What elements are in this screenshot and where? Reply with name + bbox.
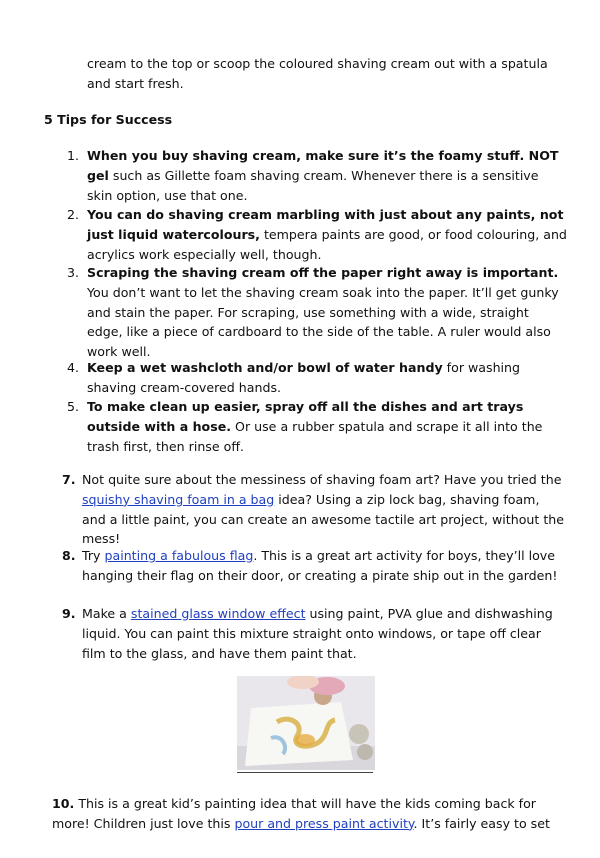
idea-item-10 (44, 794, 574, 834)
tip-bold-text: When you buy shaving cream, make sure it’s the foamy stuff. NOT gel (87, 148, 559, 183)
tip-bold-text: Scraping the shaving cream off the paper right away is important. (87, 265, 559, 280)
intro-line-2: and start fresh. (87, 75, 184, 91)
tip-text: for washing shaving cream-covered hands. (87, 360, 521, 395)
tip-item-1 (67, 146, 567, 205)
pour-press-link[interactable]: pour and press paint activity (234, 815, 414, 831)
idea-text-post: . It’s fairly easy to set (413, 815, 550, 831)
tip-bold-text: Keep a wet washcloth and/or bowl of water handy (87, 360, 443, 375)
tip-bold-text: To make clean up easier, spray off all the dishes and art trays outside with a hose. (87, 399, 524, 434)
idea-number: 7. (62, 472, 76, 487)
idea-item-8 (62, 546, 567, 586)
squishy-foam-link[interactable]: squishy shaving foam in a bag (82, 491, 275, 507)
idea-text-post: using paint, PVA glue and dishwashing liquid. You can paint this mixture straight onto windows, or tape off clear film to the glass, and have them paint that. (82, 606, 553, 661)
painting-flag-link[interactable]: painting a fabulous flag (104, 548, 254, 563)
tip-item-4 (67, 358, 567, 398)
idea-text-pre: This is a great kid’s painting idea that will have the kids coming back for more! Children just love this (52, 796, 536, 831)
intro-line-1: cream to the top or scoop the coloured shaving cream out with a spatula (87, 56, 548, 71)
idea-text-pre: Not quite sure about the messiness of shaving foam art? Have you tried the (82, 472, 562, 487)
photo-illustration (237, 676, 375, 770)
idea-text-pre: Make a (82, 606, 131, 621)
intro-paragraph (87, 54, 567, 94)
tip-number: 1. (67, 148, 80, 163)
tip-number: 5. (67, 399, 80, 414)
tip-item-2 (67, 205, 567, 264)
tips-heading: 5 Tips for Success (44, 112, 173, 127)
idea-item-9 (62, 604, 567, 663)
idea-item-7 (62, 470, 567, 549)
tip-number: 2. (67, 207, 80, 222)
idea-text-post: idea? Using a zip lock bag, shaving foam, and a little paint, you can create an awesome tactile art project, without the mess! (82, 491, 565, 547)
tip-text: such as Gillette foam shaving cream. Whenever there is a sensitive skin option, use that one. (87, 167, 539, 203)
idea-number: 8. (62, 548, 76, 563)
stained-glass-link[interactable]: stained glass window effect (130, 606, 306, 621)
photo-divider (237, 772, 373, 773)
tip-item-3 (67, 263, 567, 362)
painting-activity-photo (237, 676, 375, 770)
tip-number: 3. (67, 265, 80, 280)
tip-text: Or use a rubber spatula and scrape it all into the trash first, then rinse off. (87, 418, 543, 454)
tip-text: You don’t want to let the shaving cream soak into the paper. It’ll get gunky and stain the paper. For scraping, use something with a wide, straight edge, like a piece of cardboard to the side of the table. A ruler would also work well. (87, 284, 559, 360)
idea-number: 10. (52, 796, 75, 811)
tip-item-5 (67, 397, 567, 456)
idea-number: 9. (62, 606, 76, 621)
idea-text-pre: Try (82, 548, 105, 563)
idea-text-post: . This is a great art activity for boys, they’ll love hanging their flag on their door, or creating a pirate ship out in the garden! (82, 548, 558, 583)
tip-text: tempera paints are good, or food colouring, and acrylics work especially well, though. (87, 226, 567, 262)
tip-bold-text: You can do shaving cream marbling with just about any paints, not just liquid watercolours, (87, 207, 564, 242)
tip-number: 4. (67, 360, 80, 375)
